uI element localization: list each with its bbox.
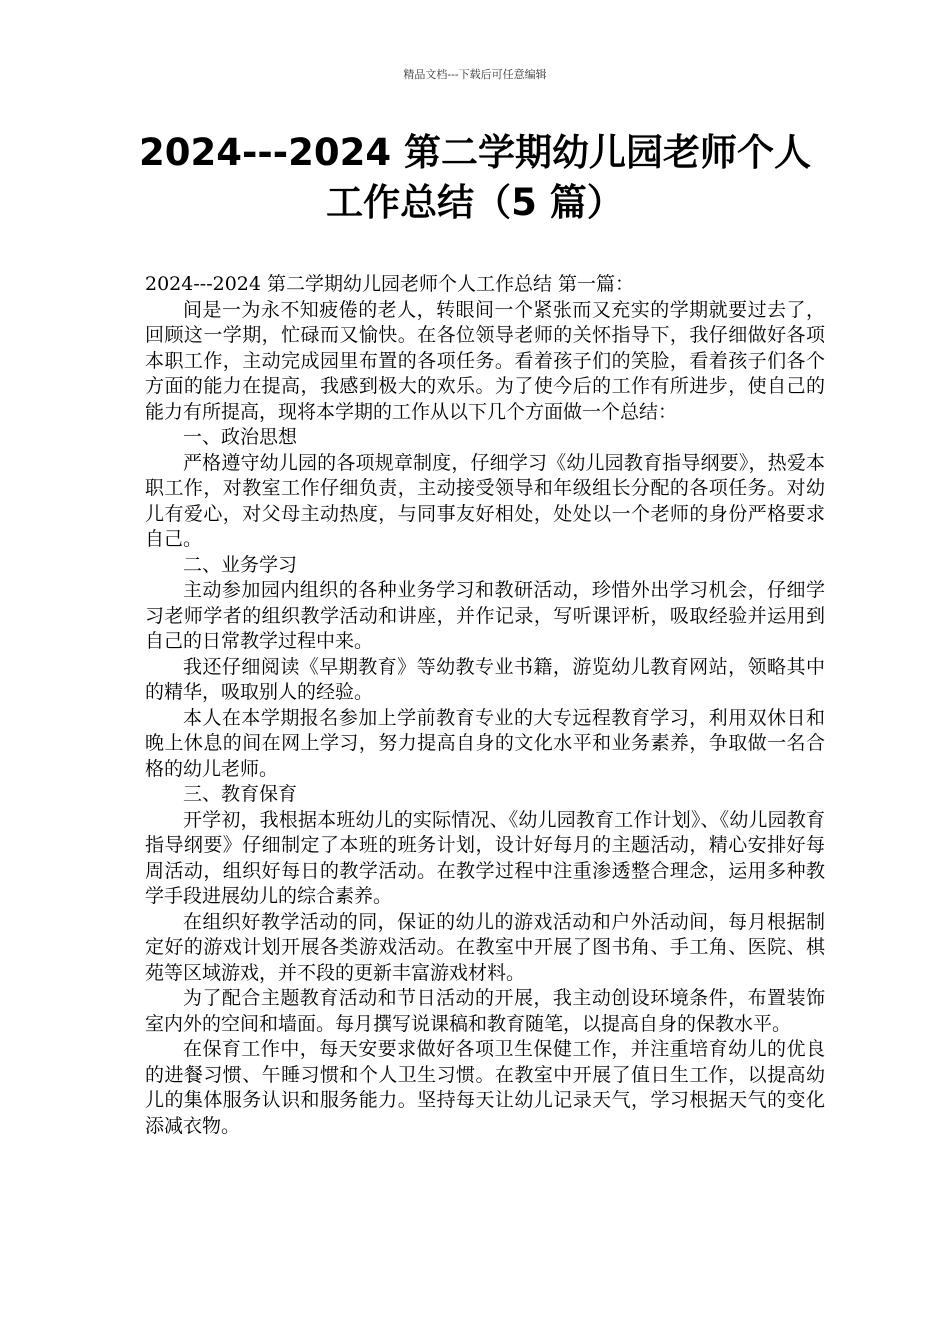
- paragraph-study-2: 我还仔细阅读《早期教育》等幼教专业书籍，游览幼儿教育网站，领略其中的精华，吸取别人的经验。: [145, 655, 825, 703]
- intro-paragraph: 间是一为永不知疲倦的老人，转眼间一个紧张而又充实的学期就要过去了，回顾这一学期，忙碌而又愉快。在各位领导老师的关怀指导下，我仔细做好各项本职工作，主动完成园里布置的各项任务。看着孩子们的笑脸，看着孩子们各个方面的能力在提高，我感到极大的欢乐。为了使今后的工作有所进步，使自己的能力有所提高，现将本学期的工作从以下几个方面做一个总结：: [145, 298, 825, 423]
- paragraph-politics: 严格遵守幼儿园的各项规章制度，仔细学习《幼儿园教育指导纲要》，热爱本职工作，对教室工作仔细负责，主动接受领导和年级组长分配的各项任务。对幼儿有爱心，对父母主动热度，与同事友好相处，处处以一个老师的身份严格要求自己。: [145, 451, 825, 550]
- paragraph-education-3: 为了配合主题教育活动和节日活动的开展，我主动创设环境条件，布置装饰室内外的空间和墙面。每月撰写说课稿和教育随笔，以提高自身的保教水平。: [145, 987, 825, 1035]
- document-title: [0, 128, 950, 228]
- paragraph-study-3: 本人在本学期报名参加上学前教育专业的大专远程教育学习，利用双休日和晚上休息的间在网上学习，努力提高自身的文化水平和业务素养，争取做一名合格的幼儿老师。: [145, 706, 825, 780]
- header-note: 精品文档---下载后可任意编辑: [403, 68, 547, 81]
- heading-politics: 一、政治思想: [183, 426, 298, 448]
- section-label: 2024---2024 第二学期幼儿园老师个人工作总结 第一篇：: [145, 273, 635, 295]
- paragraph-education-2: 在组织好教学活动的同，保证的幼儿的游戏活动和户外活动间，每月根据制定好的游戏计划开展各类游戏活动。在教室中开展了图书角、手工角、医院、棋苑等区域游戏，并不段的更新丰富游戏材料。: [145, 910, 825, 984]
- document-body: [145, 272, 825, 1139]
- paragraph-study-1: 主动参加园内组织的各种业务学习和教研活动，珍惜外出学习机会，仔细学习老师学者的组织教学活动和讲座，并作记录，写听课评析，吸取经验并运用到自己的日常教学过程中来。: [145, 579, 825, 652]
- title-line-2: 工作总结（5 篇）: [326, 181, 624, 224]
- paragraph-education-1: 开学初，我根据本班幼儿的实际情况、《幼儿园教育工作计划》、《幼儿园教育指导纲要》仔细制定了本班的班务计划，设计好每月的主题活动，精心安排好每周活动，组织好每日的教学活动。在教学过程中注重渗透整合理念，运用多种教学手段进展幼儿的综合素养。: [145, 808, 825, 907]
- heading-education: 三、教育保育: [183, 783, 298, 805]
- heading-study: 二、业务学习: [183, 553, 298, 576]
- paragraph-education-4: 在保育工作中，每天安要求做好各项卫生保健工作，并注重培育幼儿的优良的进餐习惯、午睡习惯和个人卫生习惯。在教室中开展了值日生工作，以提高幼儿的集体服务认识和服务能力。坚持每天让幼儿记录天气，学习根据天气的变化添减衣物。: [145, 1038, 825, 1137]
- title-line-1: 2024---2024 第二学期幼儿园老师个人: [139, 131, 811, 174]
